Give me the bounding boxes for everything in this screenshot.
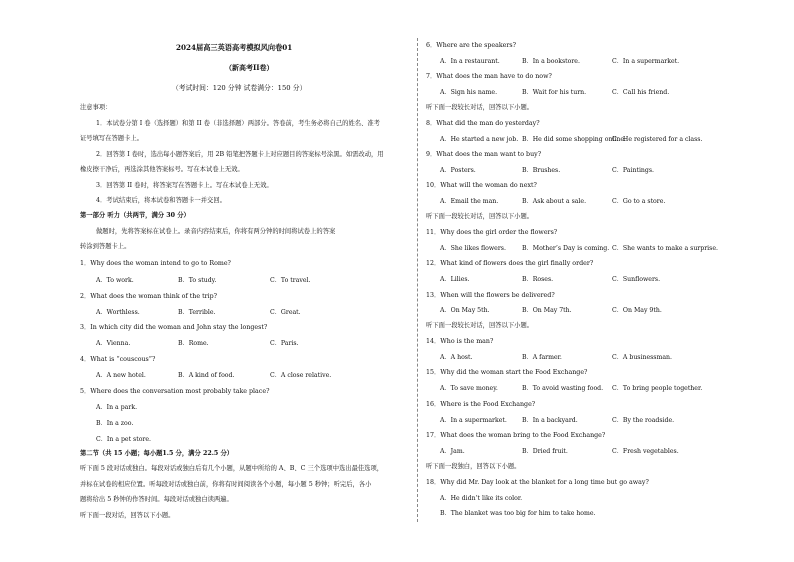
part1-instruction: 转涂到答题卡上。: [80, 243, 131, 250]
question-7: 7．What does the man have to do now?: [426, 73, 552, 80]
option: C．To travel.: [270, 277, 311, 284]
part1-heading: 第一部分 听力（共两节，满分 30 分）: [80, 212, 190, 219]
column-divider: [417, 38, 418, 522]
listen-instruction: 听下面一段较长对话，回答以下小题。: [426, 104, 534, 111]
option: C．He registered for a class.: [612, 136, 703, 143]
option: B．Brushes.: [522, 167, 561, 174]
option: A．Sign his name.: [440, 89, 498, 96]
option: A．Jam.: [440, 448, 465, 455]
section2-instruction: 听下面 5 段对话或独白。每段对话或独白后有几个小题，从题中所给的 A、B、C 三个选项中选出最佳选项，: [80, 465, 384, 472]
note-line: 2．回答第 I 卷时，选出每小题答案后，用 2B 铅笔把答题卡上对应题目的答案标号涂黑。如需改动，用: [96, 151, 384, 158]
option: C．Great.: [270, 309, 301, 316]
option: B．In a zoo.: [96, 420, 134, 427]
question-11: 11．Why does the girl order the flowers?: [426, 229, 558, 236]
note-line: 橡皮擦干净后，再选涂其他答案标号。写在本试卷上无效。: [80, 166, 244, 173]
option: B．He did some shopping online.: [522, 136, 627, 143]
option: B．A kind of food.: [178, 372, 235, 379]
option: B．Terrible.: [178, 309, 216, 316]
question-13: 13．When will the flowers be delivered?: [426, 292, 555, 299]
question-10: 10．What will the woman do next?: [426, 182, 537, 189]
question-12: 12．What kind of flowers does the girl finally order?: [426, 260, 594, 267]
option: A．Posters.: [440, 167, 476, 174]
question-1: 1．Why does the woman intend to go to Rome?: [80, 260, 231, 267]
note-line: 4．考试结束后，将本试卷和答题卡一并交回。: [96, 197, 226, 204]
option: C．In a pet store.: [96, 436, 152, 443]
listen-instruction: 听下面一段独白，回答以下小题。: [426, 463, 521, 470]
option: B．The blanket was too big for him to take home.: [440, 510, 596, 517]
listen-instruction: 听下面一段较长对话，回答以下小题。: [426, 322, 534, 329]
section2-instruction: 并标在试卷的相应位置。听每段对话或独白前，你将有时间阅读各个小题，每小题 5 秒钟；听完后，各小: [80, 481, 372, 488]
section2-instruction: 听下面一段对话，回答以下小题。: [80, 512, 175, 519]
option: A．In a supermarket.: [440, 417, 507, 424]
option: B．A farmer.: [522, 354, 562, 361]
notes-heading: 注意事项：: [80, 104, 112, 111]
option: C．A businessman.: [612, 354, 672, 361]
question-14: 14．Who is the man?: [426, 338, 494, 345]
option: A．Email the man.: [440, 198, 499, 205]
option: A．Lilies.: [440, 276, 470, 283]
section2-heading: 第二节（共 15 小题；每小题1.5 分，满分 22.5 分）: [80, 450, 234, 457]
option: C．In a supermarket.: [612, 58, 680, 65]
note-line: 证号填写在答题卡上。: [80, 135, 143, 142]
option: A．Worthless.: [96, 309, 140, 316]
note-line: 1．本试卷分第 I 卷（选择题）和第 II 卷（非选择题）两部分。答卷前，考生务必将自己的姓名、准考: [96, 120, 380, 127]
option: A．He started a new job.: [440, 136, 519, 143]
option: C．Sunflowers.: [612, 276, 661, 283]
option: A．In a restaurant.: [440, 58, 500, 65]
option: A．On May 5th.: [440, 307, 490, 314]
question-2: 2．What does the woman think of the trip?: [80, 293, 218, 300]
option: C．She wants to make a surprise.: [612, 245, 718, 252]
option: C．Call his friend.: [612, 89, 670, 96]
option: C．To bring people together.: [612, 385, 703, 392]
option: C．On May 9th.: [612, 307, 662, 314]
option: C．By the roadside.: [612, 417, 675, 424]
option: A．In a park.: [96, 404, 138, 411]
question-4: 4．What is “couscous”?: [80, 356, 156, 363]
option: C．Go to a store.: [612, 198, 666, 205]
question-3: 3．In which city did the woman and John stay the longest?: [80, 324, 268, 331]
note-line: 3．回答第 II 卷时，将答案写在答题卡上。写在本试卷上无效。: [96, 182, 273, 189]
option: A．A new hotel.: [96, 372, 146, 379]
question-17: 17．What does the woman bring to the Food Exchange?: [426, 432, 606, 439]
question-16: 16．Where is the Food Exchange?: [426, 401, 536, 408]
option: B．In a bookstore.: [522, 58, 580, 65]
option: A．A host.: [440, 354, 473, 361]
option: C．Paintings.: [612, 167, 655, 174]
option: B．On May 7th.: [522, 307, 572, 314]
option: C．Fresh vegetables.: [612, 448, 679, 455]
part1-instruction: 做题时，先将答案标在试卷上。录音内容结束后，你将有两分钟的时间将试卷上的答案: [96, 228, 336, 235]
option: C．A close relative.: [270, 372, 332, 379]
question-15: 15．Why did the woman start the Food Exchange?: [426, 369, 588, 376]
exam-title: 2024届高三英语高考模拟风向卷01: [176, 43, 293, 52]
option: B．To avoid wasting food.: [522, 385, 604, 392]
section2-instruction: 题将给出 5 秒钟的作答时间。每段对话或独白读两遍。: [80, 496, 233, 503]
option: B．Wait for his turn.: [522, 89, 587, 96]
option: B．Dried fruit.: [522, 448, 568, 455]
option: A．He didn’t like its color.: [440, 495, 523, 502]
question-18: 18．Why did Mr. Day look at the blanket for a long time but go away?: [426, 479, 649, 486]
option: B．Ask about a sale.: [522, 198, 587, 205]
question-5: 5．Where does the conversation most probably take place?: [80, 388, 270, 395]
option: B．Rome.: [178, 340, 209, 347]
question-9: 9．What does the man want to buy?: [426, 151, 542, 158]
option: A．Vienna.: [96, 340, 131, 347]
exam-subtitle: （新高考II卷）: [225, 63, 274, 72]
question-8: 8．What did the man do yesterday?: [426, 120, 540, 127]
listen-instruction: 听下面一段较长对话，回答以下小题。: [426, 213, 534, 220]
option: B．Mother’s Day is coming.: [522, 245, 610, 252]
option: A．To work.: [96, 277, 134, 284]
option: B．Roses.: [522, 276, 554, 283]
option: C．Paris.: [270, 340, 299, 347]
option: A．She likes flowers.: [440, 245, 506, 252]
question-6: 6．Where are the speakers?: [426, 42, 517, 49]
option: A．To save money.: [440, 385, 498, 392]
option: B．To study.: [178, 277, 217, 284]
time-info: （考试时间：120 分钟 试卷满分：150 分）: [172, 84, 307, 92]
option: B．In a backyard.: [522, 417, 578, 424]
